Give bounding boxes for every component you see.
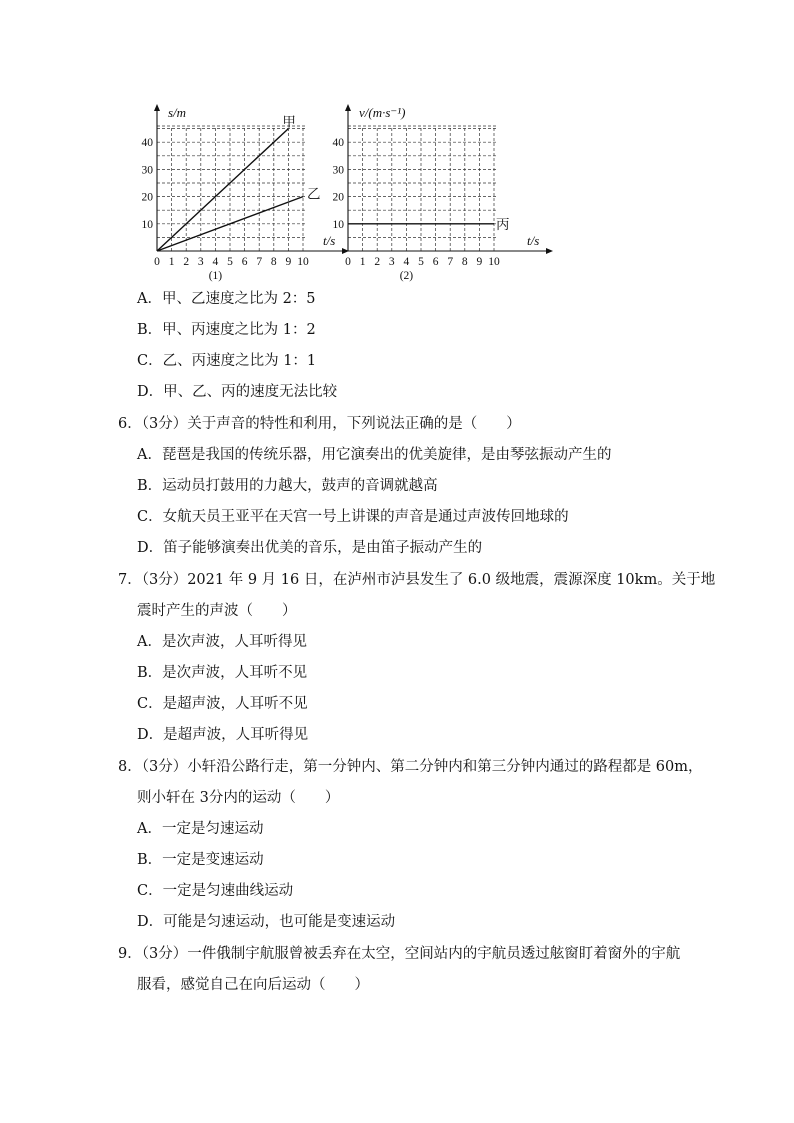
y-tick-label: 20 bbox=[332, 191, 344, 204]
q7-option-d: D．是超声波，人耳听得见 bbox=[137, 727, 309, 743]
q8-stem-line1: 8．（3分）小轩沿公路行走，第一分钟内、第二分钟内和第三分钟内通过的路程都是 60m， bbox=[118, 759, 703, 775]
x-tick-label: 0 bbox=[345, 256, 351, 268]
y-tick-label: 40 bbox=[332, 137, 344, 150]
y-tick-label: 30 bbox=[141, 164, 153, 177]
q7-option-a: A．是次声波，人耳听得见 bbox=[137, 634, 307, 650]
x-tick-label: 3 bbox=[197, 256, 204, 268]
x-tick-label: 1 bbox=[168, 256, 175, 268]
chart-caption: (1) bbox=[208, 270, 223, 282]
q5-option-d: D．甲、乙、丙的速度无法比较 bbox=[137, 384, 338, 400]
q6-option-a: A．琵琶是我国的传统乐器，用它演奏出的优美旋律，是由琴弦振动产生的 bbox=[137, 447, 612, 463]
x-tick-label: 6 bbox=[241, 256, 248, 268]
x-tick-label: 5 bbox=[418, 256, 424, 268]
x-axis-label: t/s bbox=[527, 233, 540, 248]
x-tick-label: 7 bbox=[256, 256, 263, 268]
chart-caption: (2) bbox=[399, 270, 414, 282]
series-line bbox=[157, 129, 288, 251]
x-tick-label: 2 bbox=[374, 256, 381, 268]
q7-stem-line1: 7．（3分）2021 年 9 月 16 日，在泸州市泸县发生了 6.0 级地震，震源深度 10km。关于地 bbox=[118, 572, 716, 588]
y-axis-arrow bbox=[345, 104, 351, 111]
q6-option-d: D．笛子能够演奏出优美的音乐，是由笛子振动产生的 bbox=[137, 540, 483, 556]
y-tick-label: 10 bbox=[332, 218, 344, 231]
x-tick-label: 4 bbox=[212, 256, 219, 268]
q8-option-a: A．一定是匀速运动 bbox=[137, 821, 264, 837]
x-tick-label: 7 bbox=[447, 256, 454, 268]
q9-stem-line2: 服看，感觉自己在向后运动（ ） bbox=[137, 977, 369, 993]
chart-s-t-graph bbox=[130, 96, 340, 286]
x-tick-label: 9 bbox=[476, 256, 483, 268]
x-tick-label: 10 bbox=[297, 256, 309, 268]
x-axis-arrow bbox=[546, 248, 553, 254]
q8-stem-line2: 则小轩在 3分内的运动（ ） bbox=[137, 790, 340, 806]
q8-option-c: C．一定是匀速曲线运动 bbox=[137, 883, 294, 899]
x-tick-label: 8 bbox=[461, 256, 468, 268]
q5-option-c: C．乙、丙速度之比为 1：1 bbox=[137, 353, 317, 369]
q5-option-b: B．甲、丙速度之比为 1：2 bbox=[137, 322, 316, 338]
y-tick-label: 30 bbox=[332, 164, 344, 177]
series-label: 乙 bbox=[307, 186, 321, 202]
y-tick-label: 40 bbox=[141, 137, 153, 150]
y-tick-label: 20 bbox=[141, 191, 153, 204]
y-axis-arrow bbox=[154, 104, 160, 111]
q7-stem-line2: 震时产生的声波（ ） bbox=[137, 603, 297, 619]
q6-option-c: C．女航天员王亚平在天宫一号上讲课的声音是通过声波传回地球的 bbox=[137, 509, 569, 525]
x-tick-label: 6 bbox=[432, 256, 439, 268]
series-label: 甲 bbox=[282, 114, 296, 130]
series-label: 丙 bbox=[496, 216, 510, 232]
q8-option-d: D．可能是匀速运动，也可能是变速运动 bbox=[137, 914, 396, 930]
y-axis-label: s/m bbox=[168, 105, 187, 120]
x-tick-label: 4 bbox=[403, 256, 410, 268]
q6-option-b: B．运动员打鼓用的力越大，鼓声的音调就越高 bbox=[137, 478, 438, 494]
q8-option-b: B．一定是变速运动 bbox=[137, 852, 264, 868]
q6-stem: 6．（3分）关于声音的特性和利用，下列说法正确的是（ ） bbox=[118, 416, 521, 432]
q7-option-c: C．是超声波，人耳听不见 bbox=[137, 696, 308, 712]
x-tick-label: 3 bbox=[388, 256, 395, 268]
chart-v-t-graph bbox=[320, 96, 540, 286]
x-tick-label: 10 bbox=[488, 256, 500, 268]
x-axis-label: t/s bbox=[323, 233, 336, 248]
q7-option-b: B．是次声波，人耳听不见 bbox=[137, 665, 308, 681]
x-tick-label: 2 bbox=[183, 256, 190, 268]
x-tick-label: 0 bbox=[154, 256, 160, 268]
x-tick-label: 8 bbox=[270, 256, 277, 268]
q5-option-a: A．甲、乙速度之比为 2：5 bbox=[137, 291, 316, 307]
x-tick-label: 9 bbox=[285, 256, 292, 268]
y-tick-label: 10 bbox=[141, 218, 153, 231]
q9-stem-line1: 9．（3分）一件俄制宇航服曾被丢弃在太空，空间站内的宇航员透过舷窗盯着窗外的宇航 bbox=[118, 946, 681, 962]
x-tick-label: 1 bbox=[359, 256, 366, 268]
x-tick-label: 5 bbox=[227, 256, 233, 268]
y-axis-label: v/(m·s⁻¹) bbox=[359, 105, 406, 120]
